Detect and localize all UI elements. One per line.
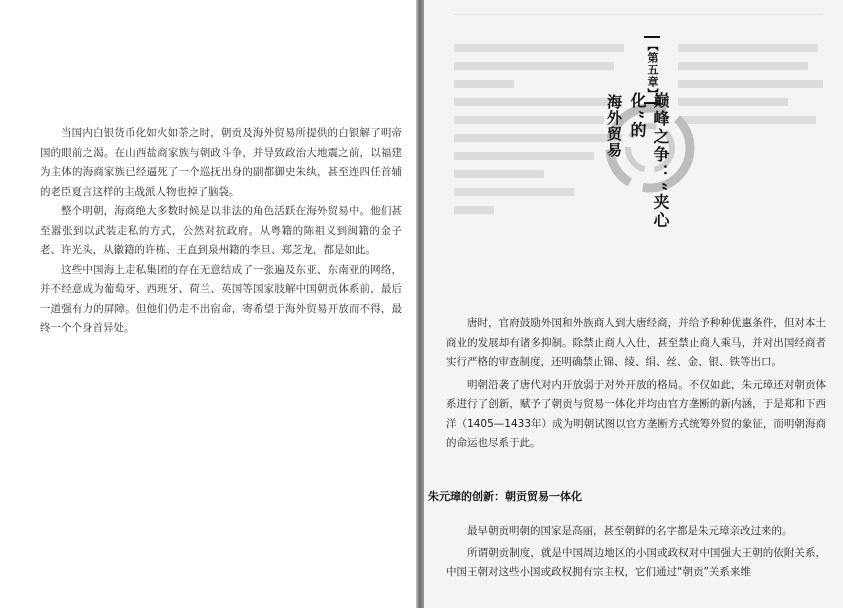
- section-paragraph: 所谓朝贡制度，就是中国周边地区的小国或政权对中国强大王朝的依附关系，中国王朝对这些小国或政权拥有宗主权，它们通过“朝贡”关系来维: [446, 546, 826, 578]
- left-page: [0, 0, 416, 608]
- right-paragraph: 唐时，官府鼓励外国和外族商人到大唐经商，并给予种种优惠条件，但对本土商业的发展却有诸多抑制。除禁止商人入仕，甚至禁止商人乘马，并对出国经商者实行严格的审查制度，还明确禁止锦、绫、绢、丝、金、银、铁等出口。: [446, 317, 826, 368]
- chapter-title-line2: 海外贸易: [605, 94, 623, 158]
- section-body: [446, 522, 826, 583]
- right-paragraph: 明朝沿袭了唐代对内开放弱于对外开放的格局。不仅如此，朱元璋还对朝贡体系进行了创新，赋予了朝贡与贸易一体化并均由官方垄断的新内涵，于是郑和下西洋（1405—1433年）成为明朝试图以官方垄断方式统筹外贸的象征，而明朝海商的命运也尽系于此。: [446, 378, 826, 449]
- left-page-body: [40, 124, 402, 339]
- right-page-body: [446, 314, 826, 454]
- book-gutter: [416, 0, 424, 608]
- chapter-title-line1: 巅峰之争：“夹心化”的: [628, 92, 670, 230]
- left-paragraph: 整个明朝，海商绝大多数时候是以非法的角色活跃在海外贸易中。他们甚至嚣张到以武装走私的方式，公然对抗政府。从粤籍的陈祖义到闽籍的金子老、许光头，从徽籍的许栋、王直到泉州籍的李旦、郑芝龙，都是如此。: [40, 205, 402, 256]
- left-paragraph: 这些中国海上走私集团的存在无意结成了一张遍及东亚、东南亚的网络，并不经意成为葡萄牙、西班牙、荷兰、英国等国家肢解中国朝贡体系前，最后一道强有力的屏障。但他们仍走不出宿命，寄希望于海外贸易开放而不得，最终一个个身首异处。: [40, 263, 402, 334]
- bleed-through-text-right: [678, 44, 828, 134]
- left-paragraph: 当国内白银货币化如火如荼之时，朝贡及海外贸易所提供的白银解了明帝国的眼前之渴。在山西盐商家族与朝政斗争，并导致政治大地震之前，以福建为主体的海商家族已经逼死了一个巡抚出身的副都御史朱纨，甚至连四任首辅的老臣夏言这样的主战派人物也掉了脑袋。: [40, 127, 402, 198]
- right-page: [424, 0, 843, 608]
- section-paragraph: 最早朝贡明朝的国家是高丽，甚至朝鲜的名字都是朱元璋亲改过来的。: [467, 525, 793, 537]
- chapter-label: 【第五章】: [644, 36, 660, 104]
- bleed-through-header: [454, 8, 823, 15]
- chapter-heading: [600, 34, 680, 264]
- section-heading: 朱元璋的创新：朝贡贸易一体化: [428, 490, 582, 503]
